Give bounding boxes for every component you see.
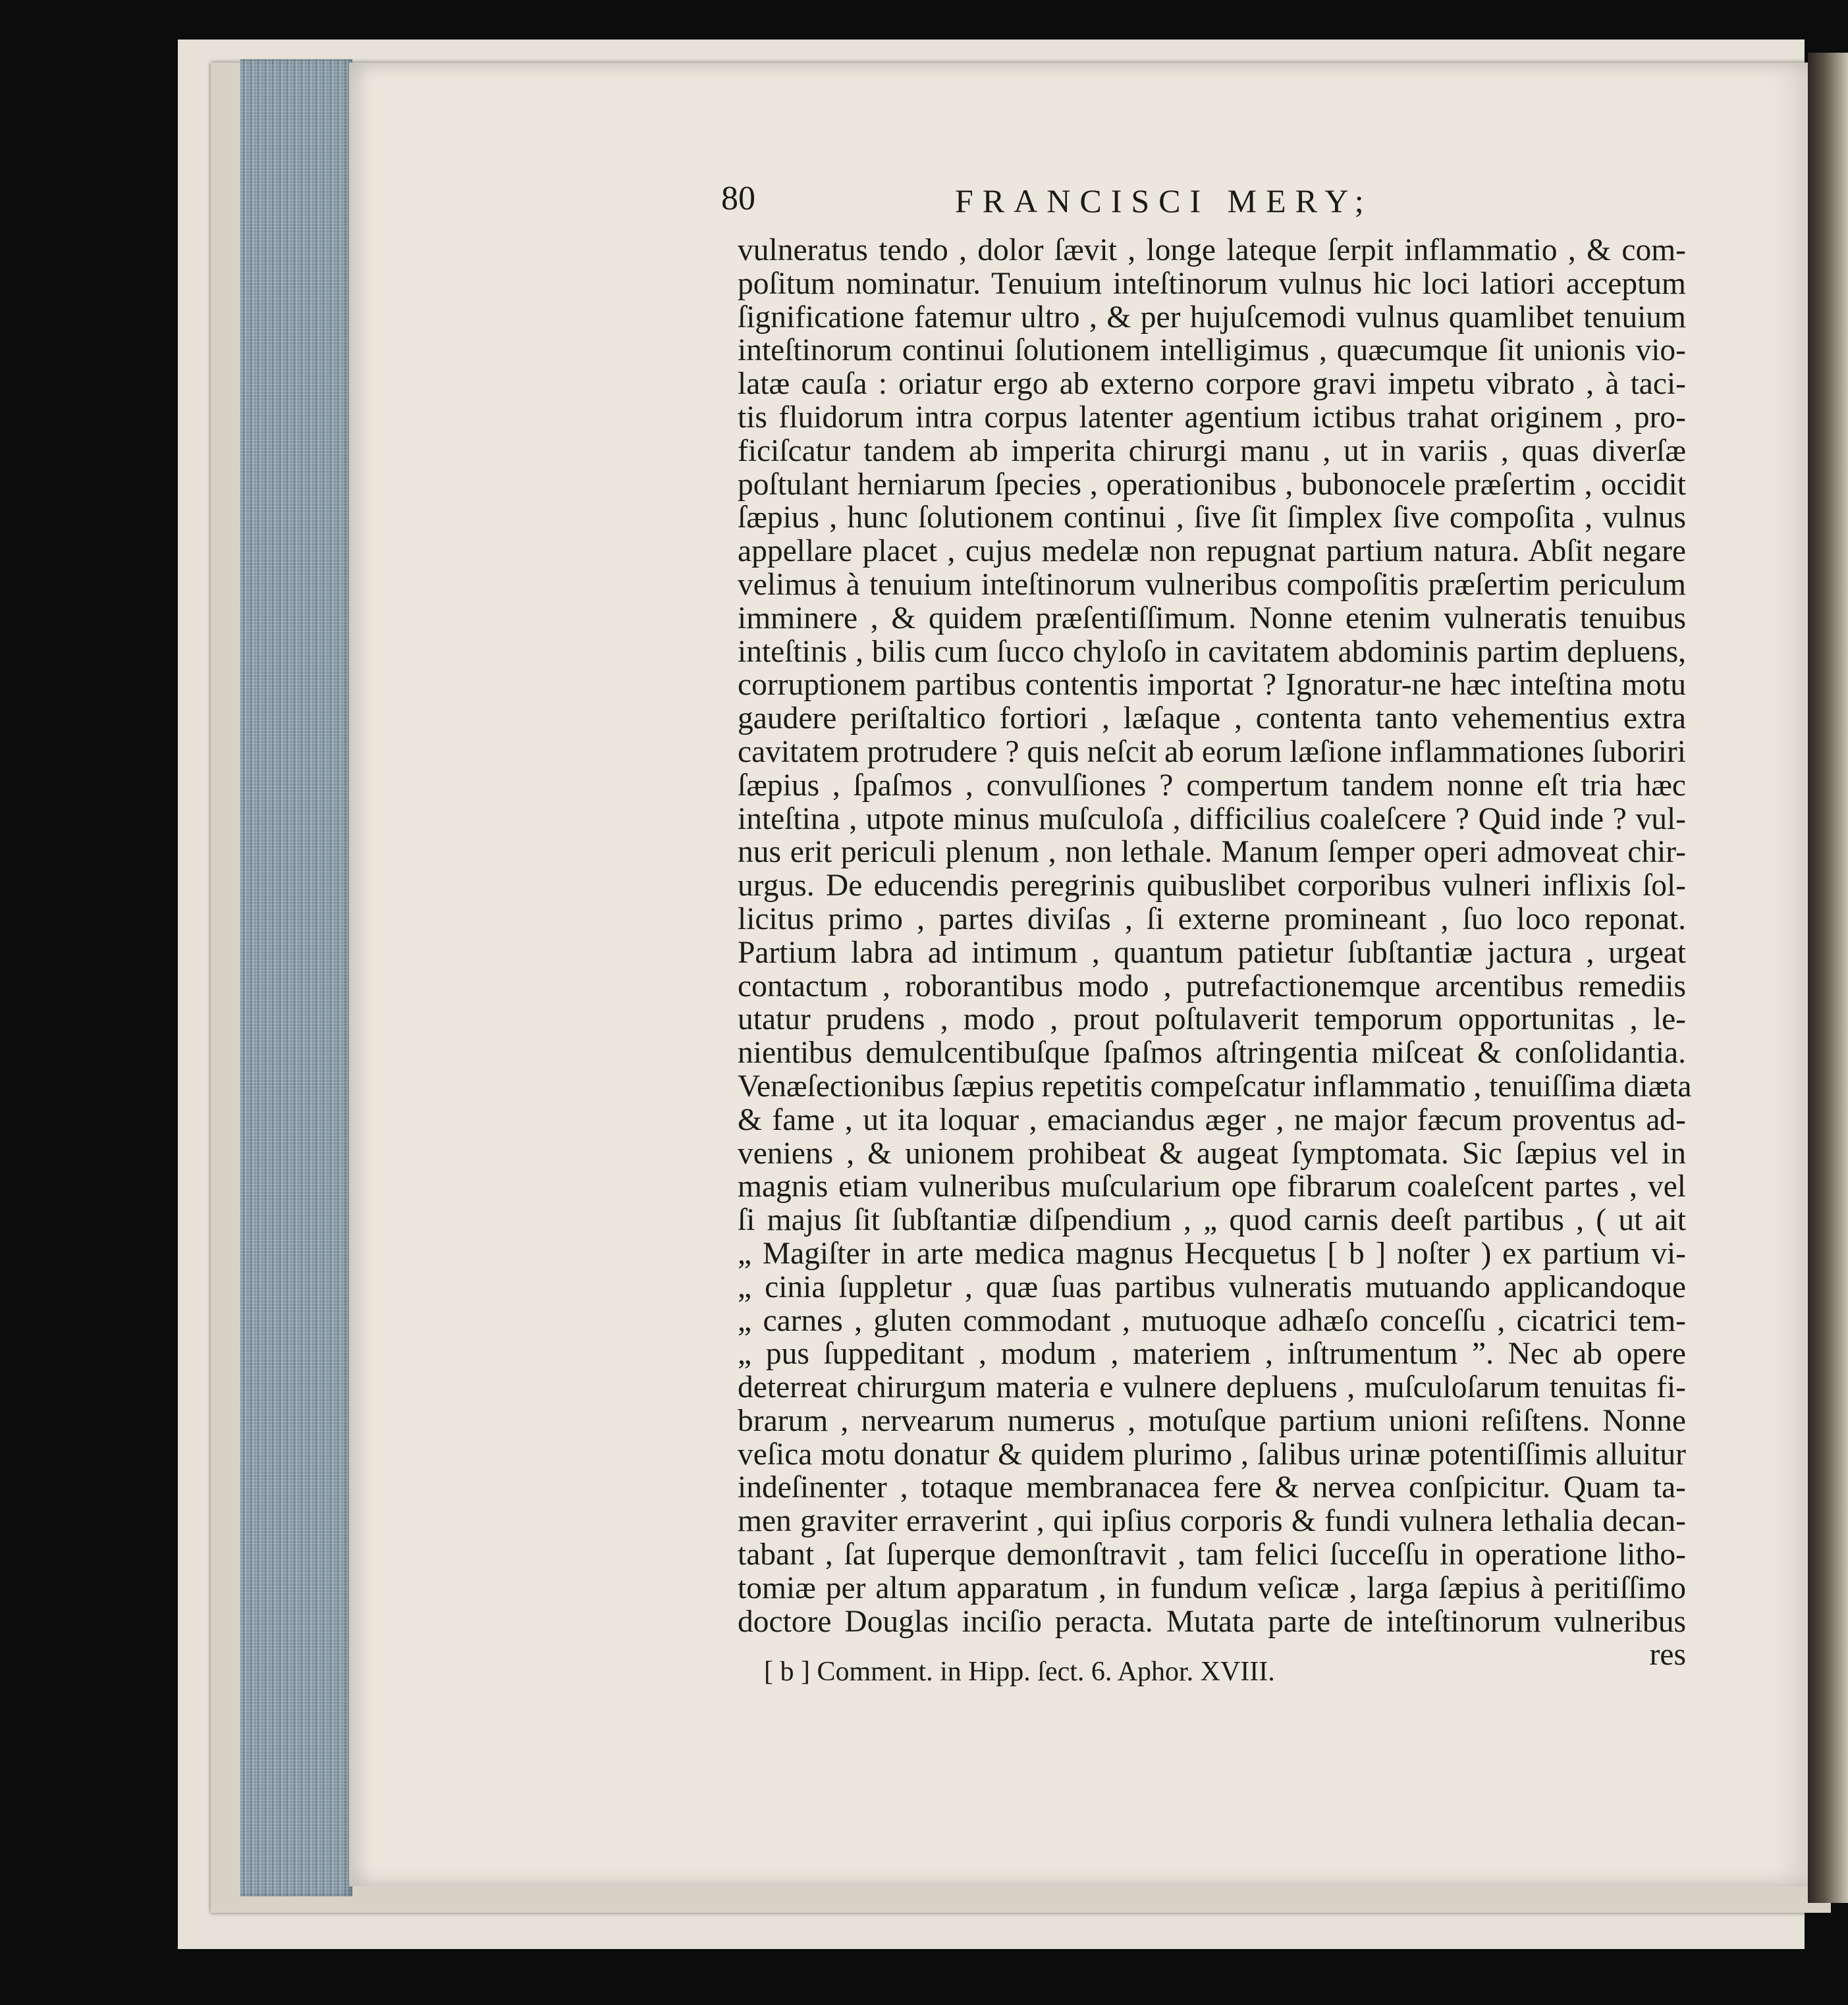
text-line: deterreat chirurgum materia e vulnere depluens , muſculoſarum tenuitas fi- <box>738 1370 1686 1405</box>
text-line: nientibus demulcentibuſque ſpaſmos aſtringentia miſceat & conſolidantia. <box>738 1036 1686 1071</box>
text-line: ſæpius , hunc ſolutionem continui , ſive ſit ſimplex ſive compoſita , vulnus <box>738 500 1686 535</box>
text-line: latæ cauſa : oriatur ergo ab externo corpore gravi impetu vibrato , à taci- <box>738 367 1686 402</box>
text-line: vulneratus tendo , dolor ſævit , longe lateque ſerpit inflammatio , & com- <box>738 233 1686 267</box>
binding-gutter <box>1808 53 1848 1903</box>
text-line: „ cinia ſuppletur , quæ ſuas partibus vulneratis mutuando applicandoque <box>738 1270 1686 1304</box>
text-line: urgus. De educendis peregrinis quibuslibet corporibus vulneri inflixis ſol- <box>738 869 1686 903</box>
text-line: veniens , & unionem prohibeat & augeat ſymptomata. Sic ſæpius vel in <box>738 1136 1686 1171</box>
text-line: Venæſectionibus ſæpius repetitis compeſcatur inflammatio , tenuiſſima diæta <box>738 1069 1692 1104</box>
text-line: ſi majus ſit ſubſtantiæ diſpendium , „ quod carnis deeſt partibus , ( ut ait <box>738 1203 1686 1238</box>
text-line: doctore Douglas inciſio peracta. Mutata parte de inteſtinorum vulneribus <box>738 1604 1686 1639</box>
text-line: ficiſcatur tandem ab imperita chirurgi manu , ut in variis , quas diverſæ <box>738 433 1686 468</box>
catchword: res <box>1649 1638 1686 1672</box>
text-line: utatur prudens , modo , prout poſtulaverit temporum opportunitas , le- <box>738 1002 1686 1037</box>
page-header <box>721 179 1689 225</box>
page-stack-fore-edge <box>240 59 352 1896</box>
running-title: FRANCISCI MERY; <box>955 182 1373 219</box>
text-line: cavitatem protrudere ? quis neſcit ab eorum læſione inflammationes ſuboriri <box>738 734 1686 769</box>
text-line: poſitum nominatur. Tenuium inteſtinorum vulnus hic loci latiori acceptum <box>738 266 1686 301</box>
text-line: imminere , & quidem præſentiſſimum. Nonne etenim vulneratis tenuibus <box>738 601 1686 635</box>
text-line: inteſtinis , bilis cum ſucco chyloſo in cavitatem abdominis partim depluens, <box>738 634 1686 669</box>
text-line: poſtulant herniarum ſpecies , operationibus , bubonocele præſertim , occidit <box>738 467 1686 502</box>
text-line: contactum , roborantibus modo , putrefactionemque arcentibus remediis <box>738 969 1686 1003</box>
text-line: „ Magiſter in arte medica magnus Hecquetus [ b ] noſter ) ex partium vi- <box>738 1236 1686 1271</box>
text-line: Partium labra ad intimum , quantum patietur ſubſtantiæ jactura , urgeat <box>738 935 1686 970</box>
body-text <box>738 233 1692 1672</box>
footnote: [ b ] Comment. in Hipp. ſect. 6. Aphor. XVIII. <box>764 1657 1275 1687</box>
text-line: inteſtina , utpote minus muſculoſa , difficilius coaleſcere ? Quid inde ? vul- <box>738 801 1686 836</box>
page-number: 80 <box>721 180 755 217</box>
text-line: men graviter erraverint , qui ipſius corporis & fundi vulnera lethalia decan- <box>738 1504 1686 1539</box>
text-line: tomiæ per altum apparatum , in fundum veſicæ , larga ſæpius à peritiſſimo <box>738 1570 1686 1605</box>
text-line: „ carnes , gluten commodant , mutuoque adhæſo conceſſu , cicatrici tem- <box>738 1303 1686 1338</box>
text-line: tis fluidorum intra corpus latenter agentium ictibus trahat originem , pro- <box>738 400 1686 435</box>
text-line: appellare placet , cujus medelæ non repugnat partium natura. Abſit negare <box>738 534 1686 569</box>
text-line: ſæpius , ſpaſmos , convulſiones ? compertum tandem nonne eſt tria hæc <box>738 768 1686 803</box>
text-line: brarum , nervearum numerus , motuſque partium unioni reſiſtens. Nonne <box>738 1403 1686 1438</box>
text-line: velimus à tenuium inteſtinorum vulneribus compoſitis præſertim periculum <box>738 567 1686 602</box>
text-line: & fame , ut ita loquar , emaciandus æger , ne major fæcum proventus ad- <box>738 1102 1686 1137</box>
text-line: inteſtinorum continui ſolutionem intelligimus , quæcumque ſit unionis vio- <box>738 333 1686 368</box>
text-line: magnis etiam vulneribus muſcularium ope fibrarum coaleſcent partes , vel <box>738 1169 1686 1204</box>
text-line: gaudere periſtaltico fortiori , læſaque , contenta tanto vehementius extra <box>738 701 1686 736</box>
text-line: corruptionem partibus contentis importat ? Ignoratur-ne hæc inteſtina motu <box>738 668 1686 703</box>
text-line: licitus primo , partes diviſas , ſi externe promineant , ſuo loco reponat. <box>738 901 1686 936</box>
text-line: ſignificatione fatemur ultro , & per hujuſcemodi vulnus quamlibet tenuium <box>738 300 1686 334</box>
text-line: indeſinenter , totaque membranacea fere & nervea conſpicitur. Quam ta- <box>738 1470 1686 1505</box>
text-line: „ pus ſuppeditant , modum , materiem , inſtrumentum ”. Nec ab opere <box>738 1337 1686 1372</box>
text-line: veſica motu donatur & quidem plurimo , ſalibus urinæ potentiſſimis alluitur <box>738 1437 1686 1472</box>
text-line: tabant , ſat ſuperque demonſtravit , tam felici ſucceſſu in operatione litho- <box>738 1537 1686 1572</box>
text-line: nus erit periculi plenum , non lethale. Manum ſemper operi admoveat chir- <box>738 835 1686 870</box>
